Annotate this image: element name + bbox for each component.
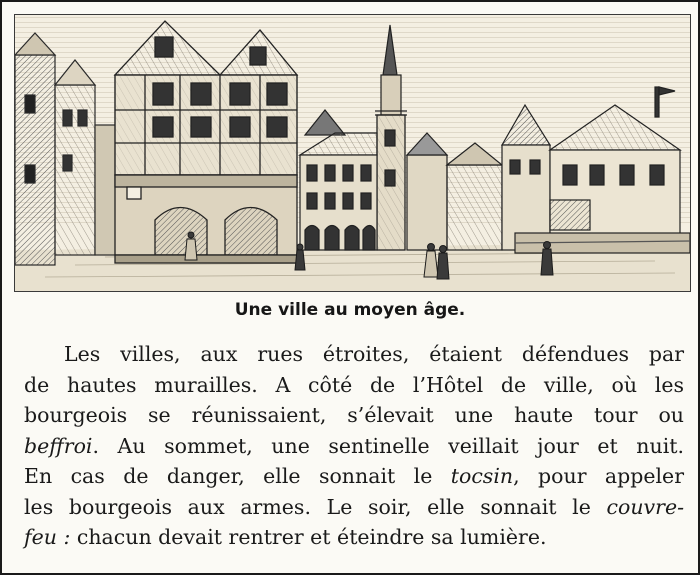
term-tocsin: tocsin — [450, 464, 514, 488]
text-line-7-rest: chacun devait rentrer et éteindre sa lumière. — [70, 525, 547, 549]
text-line-6 — [24, 492, 684, 523]
text-line-4 — [24, 431, 684, 462]
engraving-drawing — [15, 15, 690, 291]
lesson-paragraph — [24, 339, 684, 553]
term-beffroi: beffroi — [24, 433, 93, 458]
text-line-1: Les villes, aux rues étroites, étaient défendues par — [64, 342, 684, 366]
text-line-3: bourgeois se réunissaient, s’élevait une haute tour ou — [24, 403, 684, 427]
illustration-caption: Une ville au moyen âge. — [234, 300, 466, 320]
term-feu: feu : — [24, 525, 71, 549]
text-line-7 — [24, 522, 684, 553]
text-line-6-pre: les bourgeois aux armes. Le soir, elle sonnait le — [24, 494, 607, 519]
text-line-5 — [24, 461, 684, 492]
text-line-5-post: , pour appeler — [513, 464, 684, 488]
text-line-4-rest: . Au sommet, une sentinelle veillait jour et nuit. — [92, 433, 684, 458]
medieval-town-engraving — [14, 14, 691, 292]
text-line-5-pre: En cas de danger, elle sonnait le — [24, 464, 451, 488]
text-line-2: de hautes murailles. A côté de l’Hôtel de ville, où les — [24, 372, 684, 397]
term-couvre: couvre- — [606, 494, 684, 519]
